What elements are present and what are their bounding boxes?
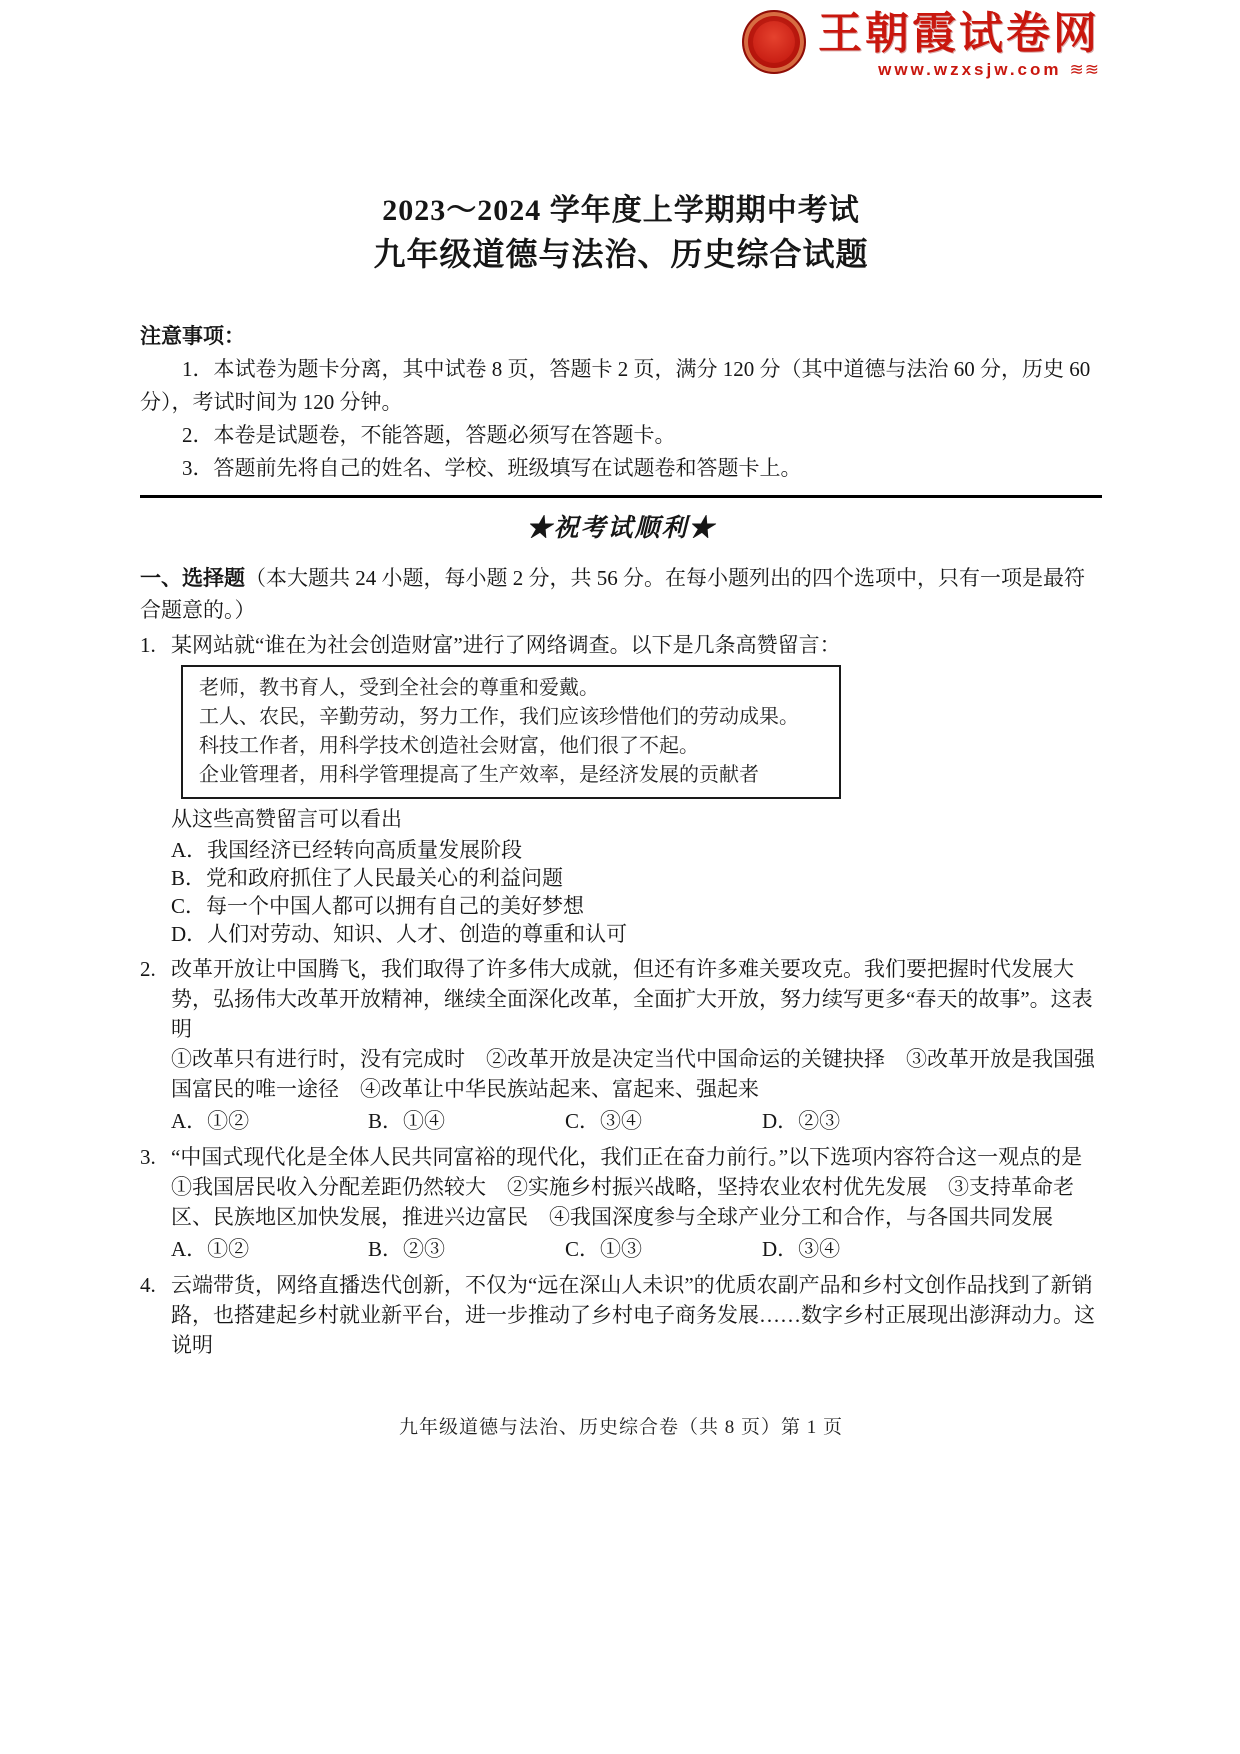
exam-title-line2: 九年级道德与法治、历史综合试题 <box>373 236 869 272</box>
question-1-option-d: D．人们对劳动、知识、人才、创造的尊重和认可 <box>171 922 628 946</box>
question-1-followup: 从这些高赞留言可以看出 <box>171 807 402 831</box>
logo-url-text: www.wzxsjw.com <box>878 60 1062 79</box>
exam-title-line1: 2023～2024 学年度上学期期中考试 <box>382 194 860 227</box>
question-1 <box>140 630 1102 948</box>
question-2-option-c: C．③④ <box>565 1109 643 1133</box>
question-1-stem: 某网站就“谁在为社会创造财富”进行了网络调查。以下是几条高赞留言： <box>171 633 841 657</box>
question-3-number: 3. <box>140 1145 156 1169</box>
question-3-options <box>171 1234 1102 1264</box>
question-2-options <box>171 1106 1102 1136</box>
question-2-option-a: A．①② <box>171 1109 250 1133</box>
question-3 <box>140 1142 1102 1264</box>
question-4 <box>140 1270 1102 1360</box>
question-1-number: 1. <box>140 633 156 657</box>
notice-heading: 注意事项： <box>140 324 245 348</box>
logo-brand-text: 王朝霞试卷网 <box>818 9 1100 58</box>
question-2-option-d: D．②③ <box>762 1109 841 1133</box>
question-1-option-c: C．每一个中国人都可以拥有自己的美好梦想 <box>171 894 585 918</box>
question-2-stem: 改革开放让中国腾飞，我们取得了许多伟大成就，但还有许多难关要攻克。我们要把握时代发展大势，弘扬伟大改革开放精神，继续全面深化改革，全面扩大开放，努力续写更多“春天的故事”。这表明 <box>171 957 1093 1041</box>
question-2-subitems: ①改革只有进行时，没有完成时 ②改革开放是决定当代中国命运的关键抉择 ③改革开放是我国强国富民的唯一途径 ④改革让中华民族站起来、富起来、强起来 <box>171 1047 1095 1101</box>
comment-line-2: 工人、农民，辛勤劳动，努力工作，我们应该珍惜他们的劳动成果。 <box>199 706 799 728</box>
section-desc: （本大题共 24 小题，每小题 2 分，共 56 分。在每小题列出的四个选项中，只有一项是最符合题意的。） <box>140 566 1085 622</box>
question-3-option-d: D．③④ <box>762 1237 841 1261</box>
question-3-stem: “中国式现代化是全体人民共同富裕的现代化，我们正在奋力前行。”以下选项内容符合这一观点的是 <box>171 1145 1083 1169</box>
comment-line-1: 老师，教书育人，受到全社会的尊重和爱戴。 <box>199 677 599 699</box>
question-3-option-c: C．①③ <box>565 1237 643 1261</box>
question-1-options <box>171 836 1102 948</box>
wave-lines-icon: ≋≋ <box>1069 60 1100 79</box>
question-4-stem: 云端带货，网络直播迭代创新，不仅为“远在深山人未识”的优质农副产品和乡村文创作品找到了新销路，也搭建起乡村就业新平台，进一步推动了乡村电子商务发展……数字乡村正展现出澎湃动力。这说明 <box>171 1273 1095 1357</box>
question-3-subitems: ①我国居民收入分配差距仍然较大 ②实施乡村振兴战略，坚持农业农村优先发展 ③支持革命老区、民族地区加快发展，推进兴边富民 ④我国深度参与全球产业分工和合作，与各国共同发展 <box>171 1175 1074 1229</box>
section-label: 一、选择题 <box>140 566 245 590</box>
notice-item-1: 1．本试卷为题卡分离，其中试卷 8 页，答题卡 2 页，满分 120 分（其中道德与法治 60 分，历史 60 分），考试时间为 120 分钟。 <box>140 357 1091 414</box>
good-luck-banner: ★祝考试顺利★ <box>526 515 716 542</box>
question-2-number: 2. <box>140 957 156 981</box>
comment-line-3: 科技工作者，用科学技术创造社会财富，他们很了不起。 <box>199 735 699 757</box>
question-3-option-b: B．②③ <box>368 1237 446 1261</box>
question-2-option-b: B．①④ <box>368 1109 446 1133</box>
exam-title-block <box>140 0 1102 276</box>
comment-line-4: 企业管理者，用科学管理提高了生产效率，是经济发展的贡献者 <box>199 764 759 786</box>
divider-rule <box>140 495 1102 498</box>
section-heading <box>140 562 1102 626</box>
page-footer: 九年级道德与法治、历史综合卷（共 8 页）第 1 页 <box>398 1417 843 1438</box>
question-2 <box>140 954 1102 1136</box>
question-3-option-a: A．①② <box>171 1237 250 1261</box>
notice-section <box>140 320 1102 485</box>
question-1-comment-box <box>181 665 841 799</box>
page-content <box>140 0 1102 1360</box>
question-1-option-a: A．我国经济已经转向高质量发展阶段 <box>171 838 523 862</box>
notice-item-2: 2．本卷是试题卷，不能答题，答题必须写在答题卡。 <box>182 423 676 447</box>
notice-item-3: 3．答题前先将自己的姓名、学校、班级填写在试题卷和答题卡上。 <box>182 456 802 480</box>
question-1-option-b: B．党和政府抓住了人民最关心的利益问题 <box>171 866 564 890</box>
question-4-number: 4. <box>140 1273 156 1297</box>
